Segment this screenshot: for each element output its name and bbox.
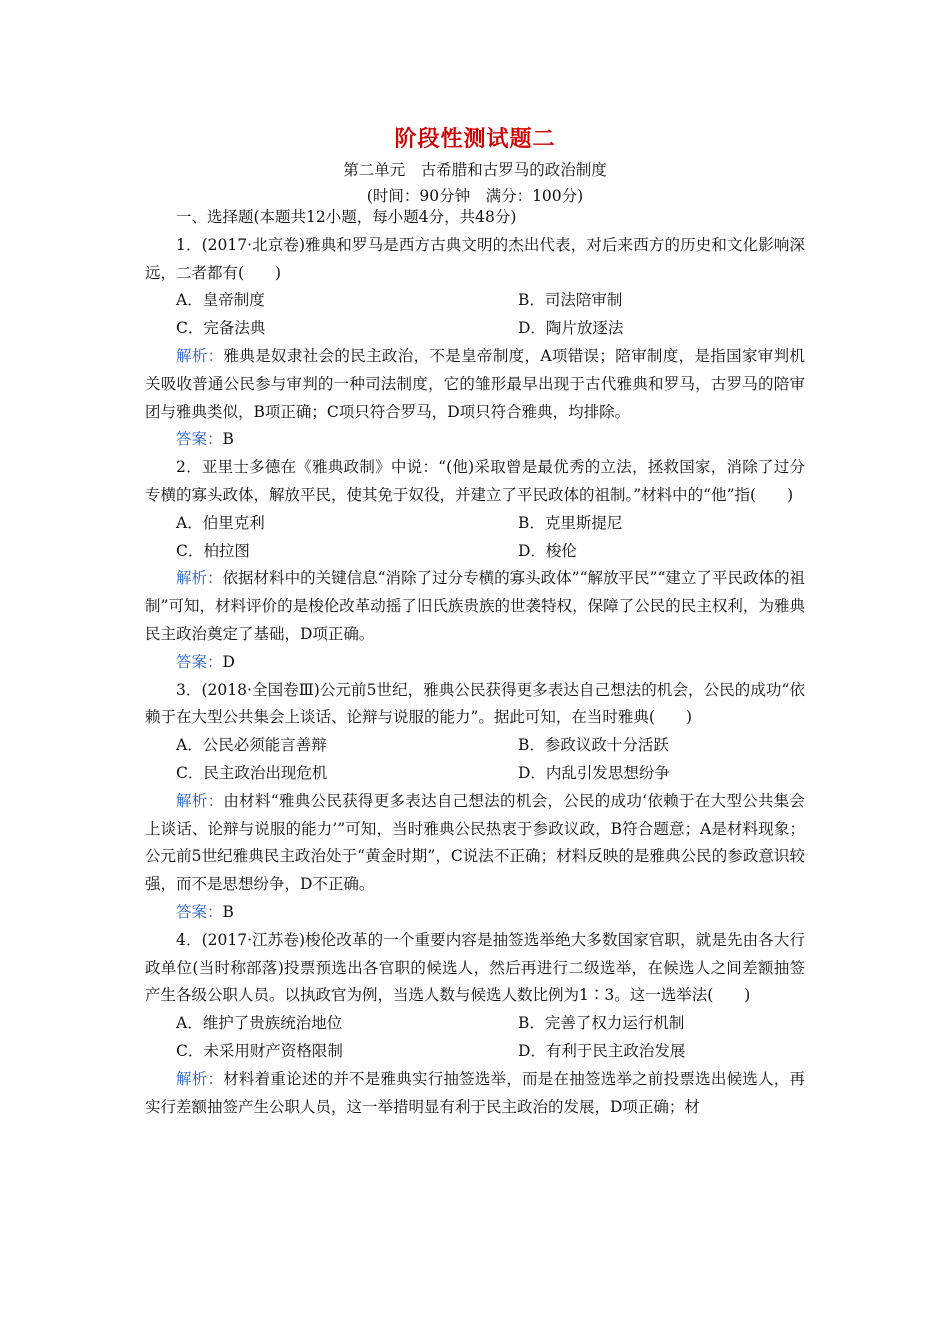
analysis-text: 雅典是奴隶社会的民主政治，不是皇帝制度，A项错误；陪审制度，是指国家审判机关吸收普通公民参与审判的一种司法制度，它的雏形最早出现于古代雅典和罗马，古罗马的陪审团与雅典类似，B项正确；C项只符合罗马，D项只符合雅典，均排除。 (145, 346, 805, 421)
analysis-text: 由材料“雅典公民获得更多表达自己想法的机会，公民的成功‘依赖于在大型公共集会上谈话、论辩与说服的能力’”可知，当时雅典公民热衷于参政议政，B符合题意；A是材料现象；公元前5世纪雅典民主政治处于“黄金时期”，C说法不正确；材料反映的是雅典公民的参政意识较强，而不是思想纷争，D不正确。 (145, 791, 805, 894)
analysis-label: 解析： (176, 569, 223, 588)
options-list (145, 732, 805, 788)
option: B．参政议政十分活跃 (518, 736, 669, 755)
options-list (145, 1010, 805, 1066)
option: D．陶片放逐法 (518, 319, 624, 338)
option: A．公民必须能言善辩 (176, 736, 327, 755)
answer-label: 答案： (176, 430, 223, 449)
analysis (145, 565, 805, 648)
analysis-text: 材料着重论述的并不是雅典实行抽签选举，而是在抽签选举之前投票选出候选人，再实行差额抽签产生公职人员，这一举措明显有利于民主政治的发展，D项正确；材 (145, 1069, 805, 1116)
unit-subtitle: 第二单元 古希腊和古罗马的政治制度 (343, 161, 607, 179)
answer-label: 答案： (176, 902, 223, 921)
answer-value: B (222, 430, 234, 449)
exam-meta: (时间：90分钟 满分：100分) (366, 187, 584, 205)
option: A．伯里克利 (176, 513, 265, 532)
analysis (145, 1066, 805, 1122)
option: B．司法陪审制 (518, 291, 623, 310)
analysis (145, 788, 805, 899)
option: B．克里斯提尼 (518, 513, 623, 532)
option: D．有利于民主政治发展 (518, 1041, 686, 1060)
option: C．民主政治出现危机 (176, 763, 328, 782)
question-stem: 3．(2018·全国卷Ⅲ)公元前5世纪，雅典公民获得更多表达自己想法的机会，公民的成功“依赖于在大型公共集会上谈话、论辩与说服的能力”。据此可知，在当时雅典( ) (145, 680, 805, 727)
option: D．内乱引发思想纷争 (518, 763, 670, 782)
analysis (145, 343, 805, 426)
options-list (145, 510, 805, 566)
section-heading: 一、选择题(本题共12小题，每小题4分，共48分) (176, 208, 517, 226)
analysis-label: 解析： (176, 1069, 224, 1088)
option: C．未采用财产资格限制 (176, 1041, 343, 1060)
answer-value: B (222, 902, 234, 921)
question-stem: 4．(2017·江苏卷)梭伦改革的一个重要内容是抽签选举绝大多数国家官职，就是先由各大行政单位(当时称部落)投票预选出各官职的候选人，然后再进行二级选举，在候选人之间差额抽签产生各级公职人员。以执政官为例，当选人数与候选人数比例为1∶3。这一选举法( ) (145, 930, 805, 1005)
answer-label: 答案： (176, 652, 223, 671)
option: C．柏拉图 (176, 541, 250, 560)
analysis-label: 解析： (176, 791, 224, 810)
answer-value: D (222, 652, 235, 671)
option: A．维护了贵族统治地位 (176, 1014, 343, 1033)
exam-content (145, 204, 805, 1121)
option: A．皇帝制度 (176, 291, 265, 310)
option: B．完善了权力运行机制 (518, 1014, 685, 1033)
option: C．完备法典 (176, 319, 266, 338)
page-title: 阶段性测试题二 (394, 126, 556, 152)
answer (145, 426, 805, 454)
analysis-text: 依据材料中的关键信息“消除了过分专横的寡头政体”“解放平民”“建立了平民政体的祖制”可知，材料评价的是梭伦改革动摇了旧氏族贵族的世袭特权，保障了公民的民主权利，为雅典民主政治奠定了基础，D项正确。 (145, 569, 805, 643)
answer (145, 899, 805, 927)
analysis-label: 解析： (176, 346, 224, 365)
options-list (145, 287, 805, 343)
question-stem: 1．(2017·北京卷)雅典和罗马是西方古典文明的杰出代表，对后来西方的历史和文化影响深远，二者都有( ) (145, 235, 805, 282)
option: D．梭伦 (518, 541, 577, 560)
answer (145, 649, 805, 677)
question-stem: 2．亚里士多德在《雅典政制》中说：“(他)采取曾是最优秀的立法，拯救国家，消除了过分专横的寡头政体，解放平民，使其免于奴役，并建立了平民政体的祖制。”材料中的“他”指( ) (145, 458, 805, 504)
